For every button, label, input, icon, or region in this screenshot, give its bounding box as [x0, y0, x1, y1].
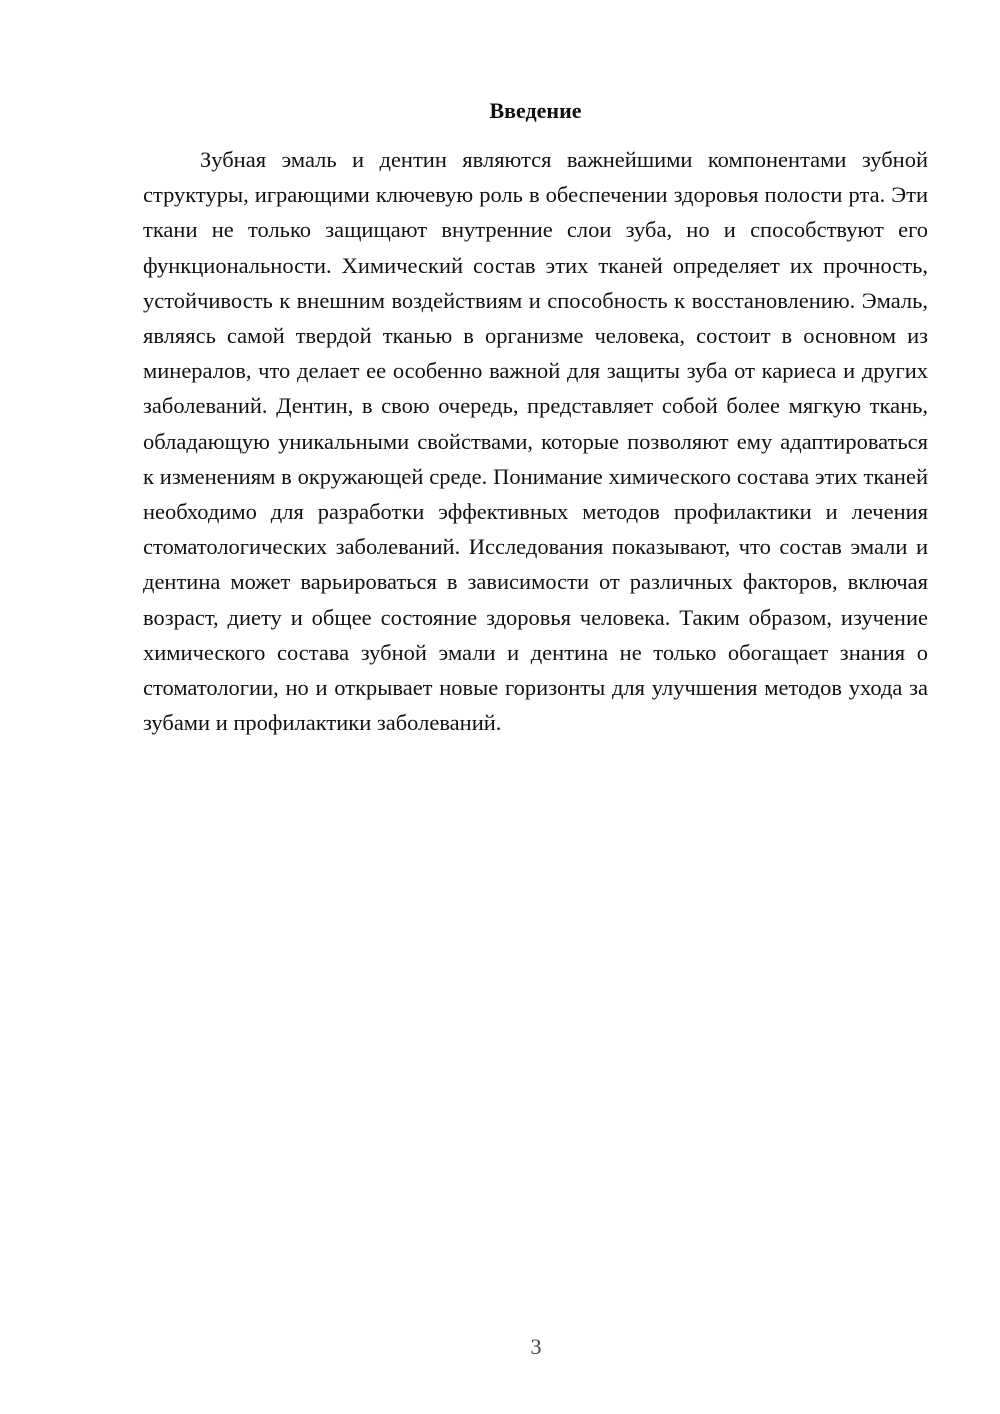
body-paragraph: Зубная эмаль и дентин являются важнейшими компонентами зубной структуры, играющими ключевую роль в обеспечении здоровья полости рта. Эти ткани не только защищают внутренние слои зуба, но и способствуют его функциональности. Химический состав этих тканей определяет их прочность, устойчивость к внешним воздействиям и способность к восстановлению. Эмаль, являясь самой твердой тканью в организме человека, состоит в основном из минералов, что делает ее особенно важной для защиты зуба от кариеса и других заболеваний. Дентин, в свою очередь, представляет собой более мягкую ткань, обладающую уникальными свойствами, которые позволяют ему адаптироваться к изменениям в окружающей среде. Понимание химического состава этих тканей необходимо для разработки эффективных методов профилактики и лечения стоматологических заболеваний. Исследования показывают, что состав эмали и дентина может варьироваться в зависимости от различных факторов, включая возраст, диету и общее состояние здоровья человека. Таким образом, изучение химического состава зубной эмали и дентина не только обогащает знания о стоматологии, но и открывает новые горизонты для улучшения методов ухода за зубами и профилактики заболеваний. [143, 147, 928, 736]
page-number: 3 [530, 1334, 542, 1359]
section-heading: Введение [489, 98, 582, 123]
